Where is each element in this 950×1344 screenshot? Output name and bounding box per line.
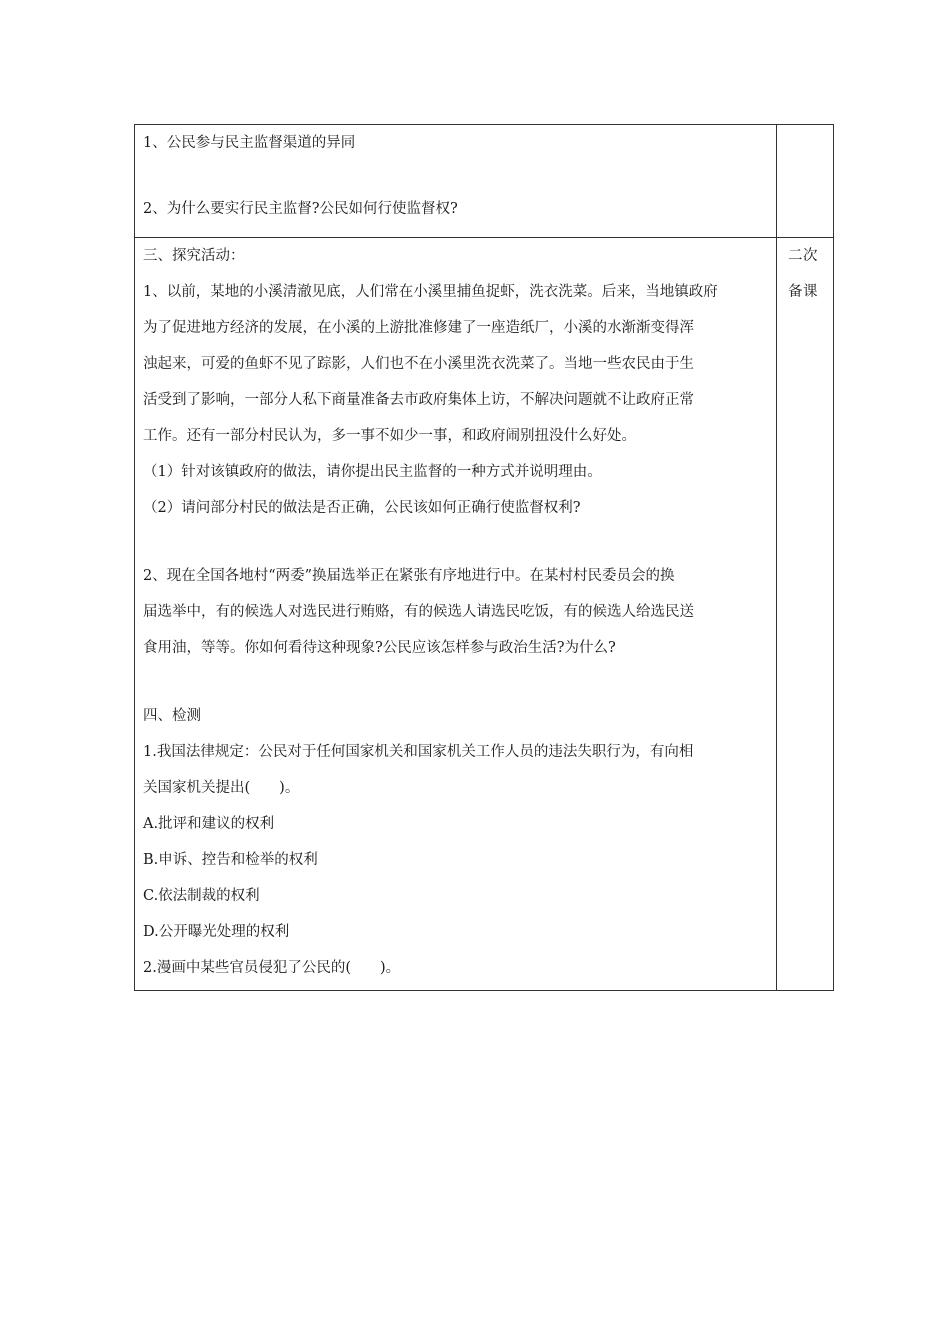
question-why-supervision: 2、为什么要实行民主监督?公民如何行使监督权? bbox=[143, 201, 458, 217]
worksheet-table bbox=[134, 124, 834, 991]
activity1-line: 活受到了影响，一部分人私下商量准备去市政府集体上访，不解决问题就不让政府正常 bbox=[143, 392, 694, 408]
side-note-cell-empty bbox=[777, 125, 834, 238]
test-q1-line: 关国家机关提出( )。 bbox=[143, 780, 300, 796]
blank-space bbox=[143, 161, 768, 191]
test-q1-option-a: A.批评和建议的权利 bbox=[143, 816, 275, 832]
activity1-line: 为了促进地方经济的发展，在小溪的上游批准修建了一座造纸厂，小溪的水渐渐变得浑 bbox=[143, 320, 694, 336]
activity-cell bbox=[135, 238, 777, 991]
blank-space bbox=[143, 666, 768, 698]
test-q1-line: 1.我国法律规定：公民对于任何国家机关和国家机关工作人员的违法失职行为，有向相 bbox=[143, 744, 694, 760]
test-q1-option-d: D.公开曝光处理的权利 bbox=[143, 924, 290, 940]
test-q2: 2.漫画中某些官员侵犯了公民的( )。 bbox=[143, 960, 401, 976]
activity1-subquestion-1: （1）针对该镇政府的做法，请你提出民主监督的一种方式并说明理由。 bbox=[143, 464, 602, 480]
table-row bbox=[135, 125, 834, 238]
question-channels: 1、公民参与民主监督渠道的异同 bbox=[143, 135, 356, 151]
side-note-line: 备课 bbox=[788, 284, 818, 300]
test-q1-option-b: B.申诉、控告和检举的权利 bbox=[143, 852, 318, 868]
test-q1-option-c: C.依法制裁的权利 bbox=[143, 888, 260, 904]
section-heading-test: 四、检测 bbox=[143, 708, 201, 724]
activity1-line: 1、以前，某地的小溪清澈见底，人们常在小溪里捕鱼捉虾，洗衣洗菜。后来，当地镇政府 bbox=[143, 284, 718, 300]
side-note-cell bbox=[777, 238, 834, 991]
activity1-subquestion-2: （2）请问部分村民的做法是否正确，公民该如何正确行使监督权利? bbox=[143, 500, 581, 516]
activity2-line: 2、现在全国各地村“两委”换届选举正在紧张有序地进行中。在某村村民委员会的换 bbox=[143, 568, 675, 584]
blank-space bbox=[143, 526, 768, 558]
table-row bbox=[135, 238, 834, 991]
activity1-line: 浊起来，可爱的鱼虾不见了踪影，人们也不在小溪里洗衣洗菜了。当地一些农民由于生 bbox=[143, 356, 694, 372]
section-heading-inquiry: 三、探究活动： bbox=[143, 248, 245, 264]
activity2-line: 食用油，等等。你如何看待这种现象?公民应该怎样参与政治生活?为什么? bbox=[143, 640, 616, 656]
review-questions-cell bbox=[135, 125, 777, 238]
side-note-line: 二次 bbox=[788, 248, 818, 264]
activity2-line: 届选举中，有的候选人对选民进行贿赂，有的候选人请选民吃饭，有的候选人给选民送 bbox=[143, 604, 694, 620]
activity1-line: 工作。还有一部分村民认为，多一事不如少一事，和政府闹别扭没什么好处。 bbox=[143, 428, 636, 444]
